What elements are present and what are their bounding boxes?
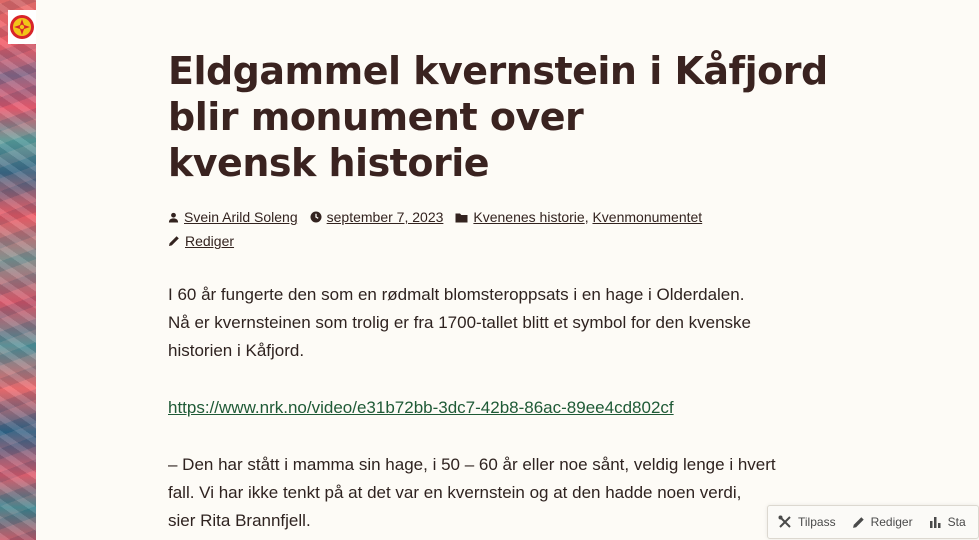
stats-label: Sta bbox=[947, 515, 966, 529]
paragraph-line: historien i Kåfjord. bbox=[168, 341, 305, 360]
edit-button[interactable] bbox=[852, 515, 913, 529]
pencil-icon bbox=[168, 235, 180, 247]
video-link-paragraph bbox=[168, 394, 788, 422]
bar-chart-icon bbox=[929, 516, 942, 528]
date-meta bbox=[310, 209, 444, 225]
edit-label: Rediger bbox=[870, 515, 913, 529]
article-paragraph bbox=[168, 451, 788, 535]
tools-icon bbox=[778, 515, 792, 529]
paragraph-line: – Den har stått i mamma sin hage, i 50 – 60 år eller noe sånt, veldig lenge i hvert bbox=[168, 455, 776, 474]
date-link[interactable]: september 7, 2023 bbox=[326, 209, 444, 225]
nrk-video-link[interactable]: https://www.nrk.no/video/e31b72bb-3dc7-42b8-86ac-89ee4cd802cf bbox=[168, 398, 674, 417]
person-icon bbox=[168, 212, 179, 223]
paragraph-line: fall. Vi har ikke tenkt på at det var en kvernstein og at den hadde noen verdi, bbox=[168, 483, 742, 502]
decorative-side-strip bbox=[0, 0, 36, 540]
pencil-icon bbox=[852, 516, 865, 529]
author-link[interactable]: Svein Arild Soleng bbox=[184, 209, 298, 225]
edit-post-link[interactable]: Rediger bbox=[185, 233, 235, 249]
paragraph-line: sier Rita Brannfjell. bbox=[168, 511, 311, 530]
customize-button[interactable] bbox=[778, 515, 836, 529]
admin-toolbar bbox=[767, 505, 979, 539]
category-separator: , bbox=[584, 209, 589, 225]
paragraph-line: I 60 år fungerte den som en rødmalt blomsteroppsats i en hage i Olderdalen. bbox=[168, 285, 745, 304]
edit-meta bbox=[168, 233, 234, 249]
title-line: blir monument over bbox=[168, 95, 584, 139]
title-line: Eldgammel kvernstein i Kåfjord bbox=[168, 49, 828, 93]
folder-icon bbox=[455, 212, 468, 223]
category-link[interactable]: Kvenmonumentet bbox=[592, 209, 703, 225]
customize-label: Tilpass bbox=[798, 515, 836, 529]
article-title bbox=[168, 48, 828, 186]
author-meta bbox=[168, 209, 298, 225]
post-meta bbox=[168, 205, 788, 253]
clock-icon bbox=[310, 211, 322, 223]
paragraph-line: Nå er kvernsteinen som trolig er fra 1700-tallet blitt et symbol for den kvenske bbox=[168, 313, 751, 332]
title-line: kvensk historie bbox=[168, 141, 489, 185]
stats-button[interactable] bbox=[929, 515, 966, 529]
category-link[interactable]: Kvenenes historie bbox=[473, 209, 585, 225]
site-logo[interactable] bbox=[8, 10, 36, 44]
article-paragraph bbox=[168, 281, 788, 365]
categories-meta bbox=[455, 209, 702, 225]
coat-of-arms-icon bbox=[9, 14, 35, 40]
